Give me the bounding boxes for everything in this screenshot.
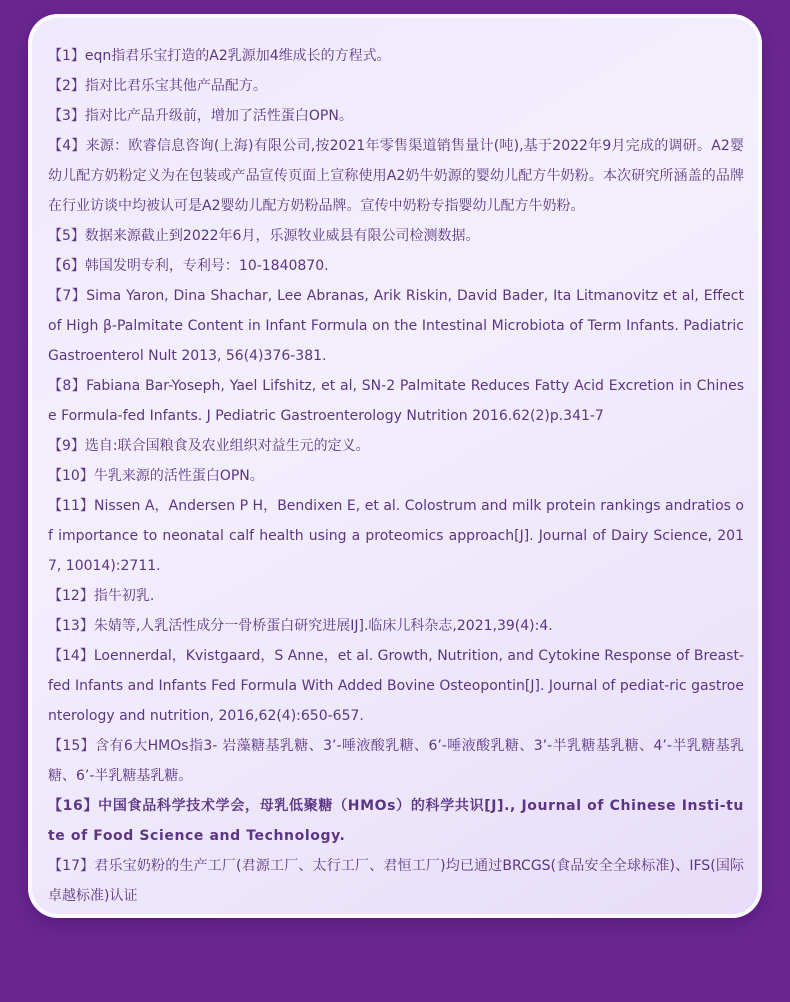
- reference-17: 【17】君乐宝奶粉的生产工厂(君源工厂、太行工厂、君恒工厂)均已通过BRCGS(食品安全全球标准)、IFS(国际卓越标准)认证: [48, 858, 744, 904]
- reference-4: 【4】来源：欧睿信息咨询(上海)有限公司,按2021年零售渠道销售量计(吨),基于2022年9月完成的调研。A2婴幼儿配方奶粉定义为在包装或产品宣传页面上宣称使用A2奶牛奶源的婴幼儿配方牛奶粉。本次研究所涵盖的品牌在行业访谈中均被认可是A2婴幼儿配方奶粉品牌。宣传中奶粉专指婴幼儿配方牛奶粉。: [48, 138, 744, 214]
- reference-6: 【6】韩国发明专利，专利号：10-1840870.: [48, 258, 329, 274]
- reference-1: 【1】eqn指君乐宝打造的A2乳源加4维成长的方程式。: [48, 48, 391, 64]
- reference-5: 【5】数据来源截止到2022年6月，乐源牧业威县有限公司检测数据。: [48, 228, 480, 244]
- references-card: [28, 14, 762, 918]
- reference-14: 【14】Loennerdal，Kvistgaard，S Anne，et al. Growth, Nutrition, and Cytokine Response of Breast-fed Infants and Infants Fed Formula With Added Bovine Osteopontin[J]. Journal of pediat-ric gastroenterology and nutrition, 2016,62(4):650-657.: [48, 648, 744, 724]
- reference-9: 【9】选自:联合国粮食及农业组织对益生元的定义。: [48, 438, 370, 454]
- reference-10: 【10】牛乳来源的活性蛋白OPN。: [48, 468, 264, 484]
- reference-2: 【2】指对比君乐宝其他产品配方。: [48, 78, 267, 94]
- reference-15: 【15】含有6大HMOs指3- 岩藻糖基乳糖、3’-唾液酸乳糖、6’-唾液酸乳糖、3’-半乳糖基乳糖、4’-半乳糖基乳糖、6’-半乳糖基乳糖。: [48, 738, 744, 784]
- reference-11: 【11】Nissen A，Andersen P H，Bendixen E, et al. Colostrum and milk protein rankings andratios of importance to neonatal calf health using a proteomics approach[J]. Journal of Dairy Science, 2017, 10014):2711.: [48, 498, 744, 574]
- reference-13: 【13】朱婧等,人乳活性成分一骨桥蛋白研究进展IJ].临床儿科杂志,2021,39(4):4.: [48, 618, 553, 634]
- reference-16: 【16】中国食品科学技术学会，母乳低聚糖（HMOs）的科学共识[J]., Journal of Chinese Insti-tute of Food Science and Technology.: [48, 798, 744, 844]
- reference-8: 【8】Fabiana Bar-Yoseph, Yael Lifshitz, et al, SN-2 Palmitate Reduces Fatty Acid Excretion in Chinese Formula-fed Infants. J Pediatric Gastroenterology Nutrition 2016.62(2)p.341-7: [48, 378, 744, 424]
- reference-3: 【3】指对比产品升级前，增加了活性蛋白OPN。: [48, 108, 353, 124]
- reference-7: 【7】Sima Yaron, Dina Shachar, Lee Abranas, Arik Riskin, David Bader, Ita Litmanovitz et al, Effect of High β-Palmitate Content in Infant Formula on the Intestinal Microbiota of Term Infants. Padiatric Gastroenterol Nult 2013, 56(4)376-381.: [48, 288, 744, 364]
- reference-12: 【12】指牛初乳.: [48, 588, 155, 604]
